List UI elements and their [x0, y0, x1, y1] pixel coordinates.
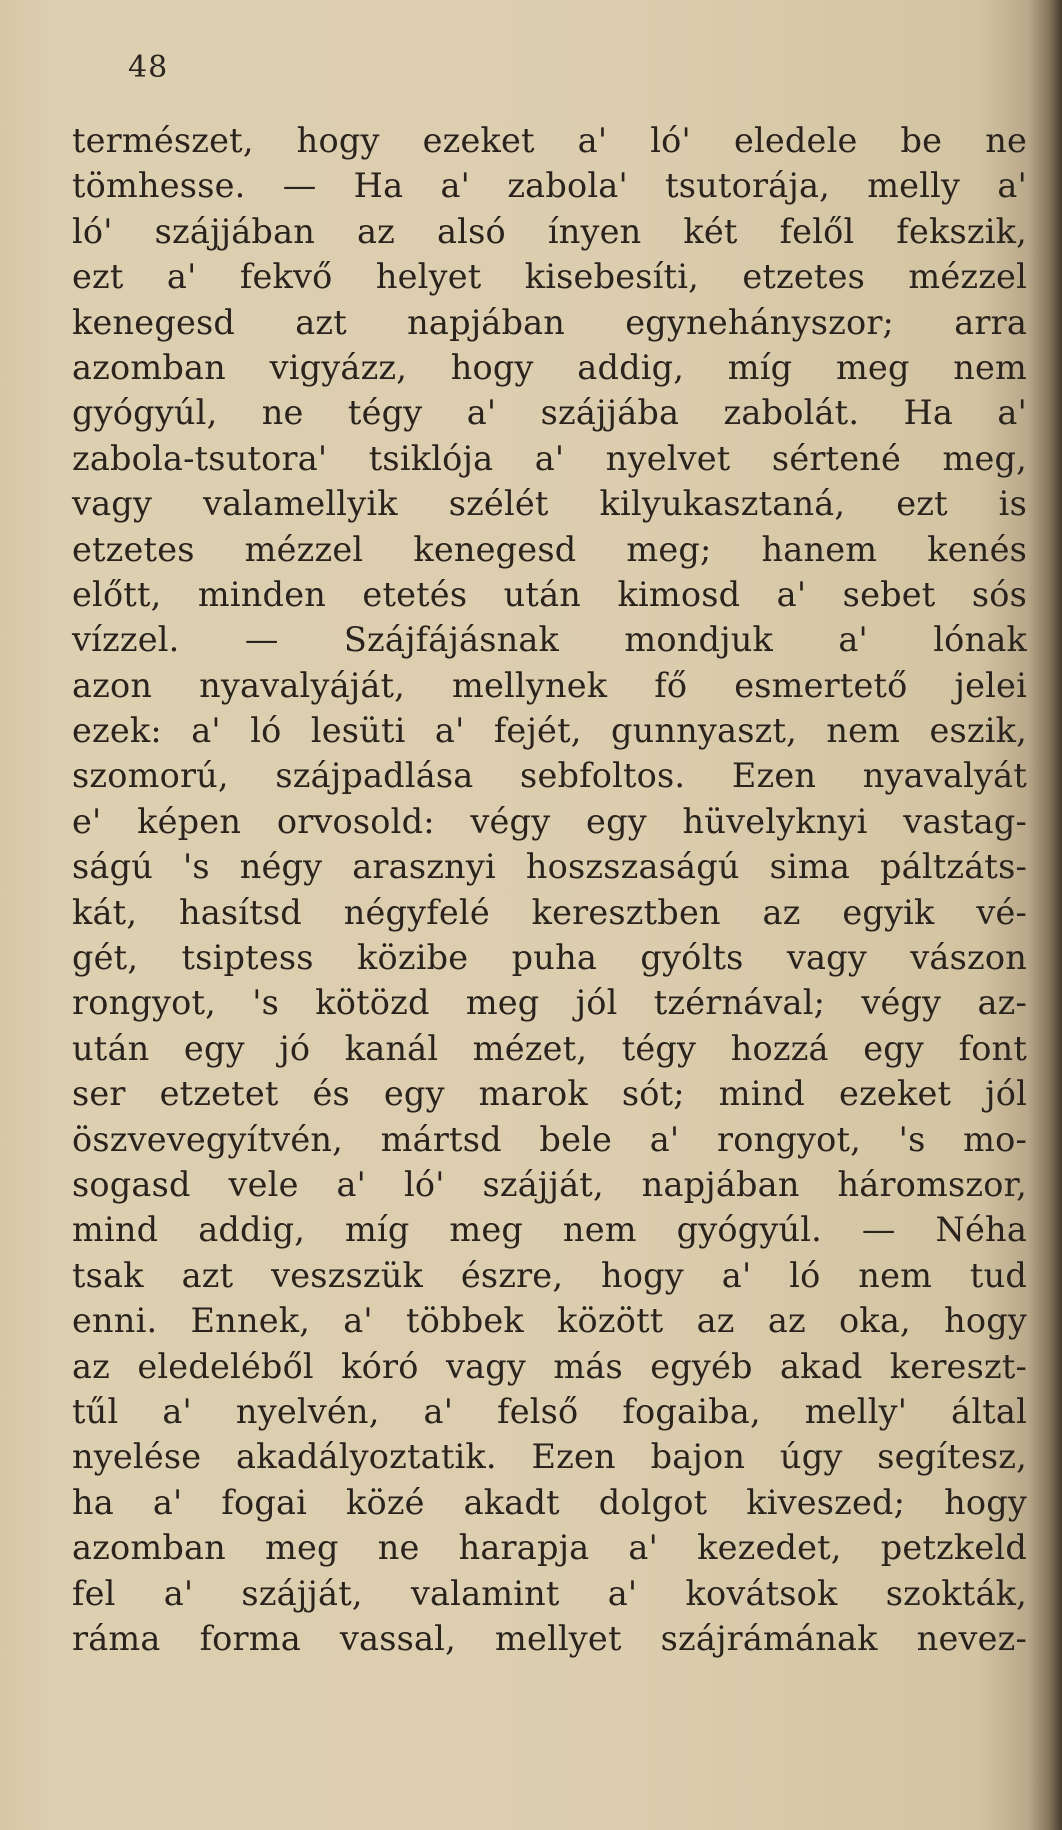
text-line: azon nyavalyáját, mellynek fő esmertető jelei: [72, 665, 1027, 705]
text-line: mind addig, míg meg nem gyógyúl. — Néha: [72, 1210, 1027, 1250]
text-line: nyelése akadályoztatik. Ezen bajon úgy segítesz,: [72, 1437, 1027, 1477]
text-line: gét, tsiptess közibe puha gyólts vagy vászon: [72, 938, 1027, 978]
text-line: ha a' fogai közé akadt dolgot kiveszed; hogy: [72, 1482, 1027, 1522]
text-line: kenegesd azt napjában egynehányszor; arra: [72, 302, 1027, 342]
text-line: ezt a' fekvő helyet kisebesíti, etzetes mézzel: [72, 257, 1027, 297]
text-line: ser etzetet és egy marok sót; mind ezeket jól: [72, 1074, 1027, 1114]
text-line: ságú 's négy arasznyi hoszszaságú sima páltzáts-: [72, 847, 1027, 887]
text-line: tömhesse. — Ha a' zabola' tsutorája, melly a': [72, 166, 1027, 206]
text-line: e' képen orvosold: végy egy hüvelyknyi vastag-: [72, 801, 1027, 841]
text-line: azomban vigyázz, hogy addig, míg meg nem: [72, 347, 1027, 387]
text-line: természet, hogy ezeket a' ló' eledele be ne: [72, 121, 1027, 160]
text-line: kát, hasítsd négyfelé keresztben az egyik vé-: [72, 892, 1027, 932]
text-line: gyógyúl, ne tégy a' szájjába zabolát. Ha a': [72, 393, 1027, 433]
text-line: fel a' szájját, valamint a' kovátsok szokták,: [72, 1573, 1027, 1613]
text-line: tsak azt veszszük észre, hogy a' ló nem tud: [72, 1255, 1027, 1295]
text-line: szomorú, szájpadlása sebfoltos. Ezen nyavalyát: [72, 756, 1027, 796]
text-line: vagy valamellyik szélét kilyukasztaná, ezt is: [72, 484, 1027, 524]
text-line: zabola-tsutora' tsiklója a' nyelvet sértené meg,: [72, 438, 1027, 478]
text-line: rongyot, 's kötözd meg jól tzérnával; végy az-: [72, 983, 1027, 1023]
text-line: azomban meg ne harapja a' kezedet, petzkeld: [72, 1528, 1027, 1568]
text-line: ezek: a' ló lesüti a' fejét, gunnyaszt, nem eszik,: [72, 711, 1027, 751]
text-line: etzetes mézzel kenegesd meg; hanem kenés: [72, 529, 1027, 569]
text-line: sogasd vele a' ló' szájját, napjában háromszor,: [72, 1164, 1027, 1204]
text-line: enni. Ennek, a' többek között az az oka, hogy: [72, 1301, 1027, 1341]
text-line: ló' szájjában az alsó ínyen két felől fekszik,: [72, 211, 1027, 251]
text-line: után egy jó kanál mézet, tégy hozzá egy font: [72, 1028, 1027, 1068]
text-line: vízzel. — Szájfájásnak mondjuk a' lónak: [72, 620, 1027, 660]
text-line: tűl a' nyelvén, a' felső fogaiba, melly' által: [72, 1391, 1027, 1431]
text-line: öszvevegyítvén, mártsd bele a' rongyot, 's mo-: [72, 1119, 1027, 1159]
page-number: 48: [128, 50, 169, 85]
text-line: ráma forma vassal, mellyet szájrámának nevez-: [72, 1618, 1027, 1658]
text-line: az eledeléből kóró vagy más egyéb akad kereszt-: [72, 1346, 1027, 1386]
body-text: [72, 118, 1027, 1661]
text-line: előtt, minden etetés után kimosd a' sebet sós: [72, 574, 1027, 614]
